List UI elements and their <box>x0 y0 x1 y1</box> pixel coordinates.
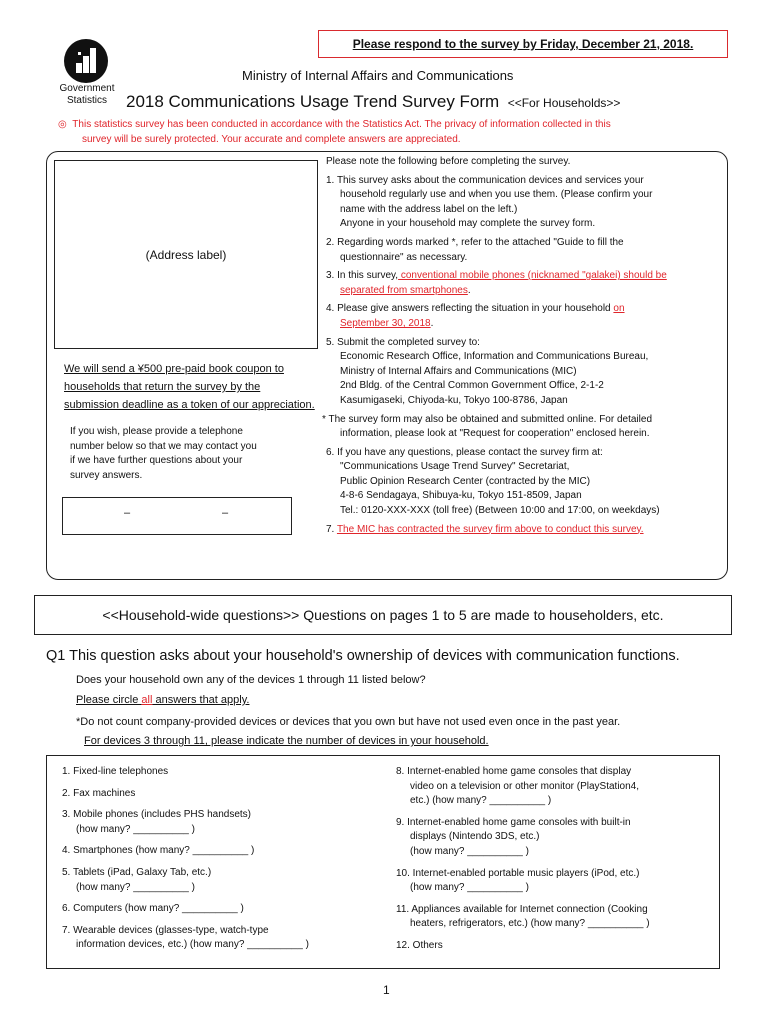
address-label-box: (Address label) <box>54 160 318 349</box>
device-option[interactable]: 11. Appliances available for Internet connection (Cooking heaters, refrigerators, etc.) (how many? __________ ) <box>396 903 650 930</box>
phone-dash: – <box>222 507 229 519</box>
government-statistics-logo-icon <box>64 39 108 83</box>
device-option[interactable]: 8. Internet-enabled home game consoles that display video on a television or other monitor (PlayStation4, etc.) (how many? __________ ) <box>396 766 640 807</box>
device-option[interactable]: 1. Fixed-line telephones <box>62 766 169 777</box>
q1-title: Q1 This question asks about your household's ownership of devices with communication functions. <box>46 648 680 664</box>
ministry-name: Ministry of Internal Affairs and Communications <box>242 68 514 83</box>
q1-question: Does your household own any of the devices 1 through 11 listed below? <box>76 674 426 686</box>
q1-instruction: Please circle all answers that apply. <box>76 694 250 706</box>
q1-note: *Do not count company-provided devices or devices that you own but have not used even once in the past year. <box>76 716 621 728</box>
logo-caption: Government Statistics <box>59 83 115 106</box>
household-questions-banner: <<Household-wide questions>> Questions on pages 1 to 5 are made to householders, etc. <box>34 595 732 635</box>
stairs-icon <box>64 39 108 83</box>
page-title: 2018 Communications Usage Trend Survey Form <<For Households>> <box>126 92 621 111</box>
privacy-notice: ◎ This statistics survey has been conducted in accordance with the Statistics Act. The privacy of information collected in this survey will be surely protected. Your accurate and complete answers are appreciated. <box>58 119 611 145</box>
device-option[interactable]: 6. Computers (how many? __________ ) <box>62 903 244 915</box>
device-option[interactable]: 4. Smartphones (how many? __________ ) <box>62 845 255 857</box>
device-option[interactable]: 10. Internet-enabled portable music players (iPod, etc.) (how many? __________ ) <box>396 867 640 894</box>
phone-request: If you wish, please provide a telephone number below so that we may contact you if we have further questions about your survey answers. <box>70 426 257 481</box>
device-list-left <box>62 765 382 953</box>
survey-notes: Please note the following before completing the survey. 1. This survey asks about the communication devices and services your household regularly use and when you use them. (Please confirm your name with the address label on the left.) Anyone in your household may complete the survey form. 2. Regarding words marked *, refer to the attached "Guide to fill the questionnaire" as necessary. 3. In this survey, conventional mobile phones (nicknamed "galakei) should be separated from smartphones. 4. Please give answers reflecting the situation in your household on September 30, 2018. 5. Submit the completed survey to: Economic Research Office, Information and Communications Bureau, Ministry of Internal Affairs and Communications (MIC) 2nd Bldg. of the Central Common Government Office, 2-1-2 Kasumigaseki, Chiyoda-ku, Tokyo 100-8786, Japan * The survey form may also be obtained and submitted online. For detailed information, please look at "Request for cooperation" enclosed herein. 6. If you have any questions, please contact the survey firm at: "Communications Usage Trend Survey" Secretariat, Public Opinion Research Center (contracted by the MIC) 4-8-6 Sendagaya, Shibuya-ku, Tokyo 151-8509, Japan Tel.: 0120-XXX-XXX (toll free) (Between 10:00 and 17:00, on weekdays) 7. The MIC has contracted the survey firm above to conduct this survey. <box>322 156 667 535</box>
page-number: 1 <box>383 983 390 997</box>
deadline-notice: Please respond to the survey by Friday, December 21, 2018. <box>318 30 728 58</box>
device-list-right <box>396 765 714 954</box>
coupon-notice: We will send a ¥500 pre-paid book coupon to households that return the survey by the submission deadline as a token of our appreciation. <box>64 363 315 411</box>
phone-dash: – <box>124 507 131 519</box>
device-option[interactable]: 3. Mobile phones (includes PHS handsets) (how many? __________ ) <box>62 809 251 835</box>
device-option[interactable]: 9. Internet-enabled home game consoles with built-in displays (Nintendo 3DS, etc.) (how many? __________ ) <box>396 816 631 857</box>
telephone-number-field[interactable] <box>62 497 292 535</box>
device-option[interactable]: 2. Fax machines <box>62 787 136 799</box>
device-option[interactable]: 5. Tablets (iPad, Galaxy Tab, etc.) (how many? __________ ) <box>62 866 212 893</box>
q1-count-instruction: For devices 3 through 11, please indicate the number of devices in your household. <box>84 735 489 747</box>
device-option[interactable]: 7. Wearable devices (glasses-type, watch-type information devices, etc.) (how many? __________ ) <box>62 924 309 951</box>
device-option[interactable]: 12. Others <box>396 939 443 951</box>
